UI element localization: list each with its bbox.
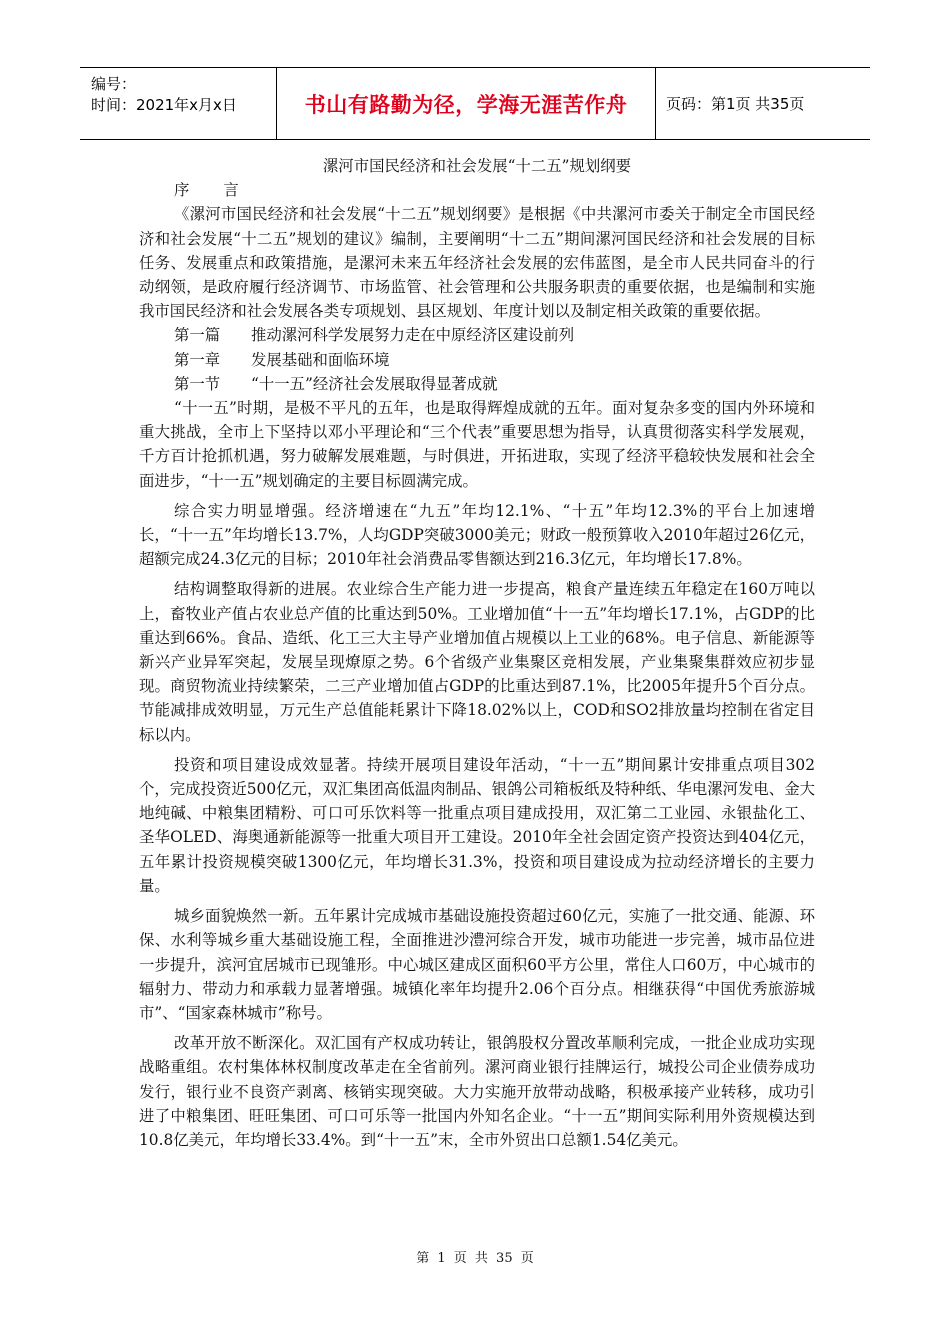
header-meta	[80, 68, 277, 139]
body-paragraph: 结构调整取得新的进展。农业综合生产能力进一步提高，粮食产量连续五年稳定在160万吨以上，畜牧业产值占农业总产值的比重达到50%。工业增加值“十一五”年均增长17.1%，占GDP的比重达到66%。食品、造纸、化工三大主导产业增加值占规模以上工业的68%。电子信息、新能源等新兴产业异军突起，发展呈现燎原之势。6个省级产业集聚区竞相发展，产业集聚集群效应初步显现。商贸物流业持续繁荣，二三产业增加值占GDP的比重达到87.1%，比2005年提升5个百分点。节能减排成效明显，万元生产总值能耗累计下降18.02%以上，COD和SO2排放量均控制在省定目标以内。	[139, 580, 815, 744]
page-footer: 第 1 页 共 35 页	[416, 1251, 534, 1266]
document-body	[139, 154, 815, 1152]
part-heading: 第一篇 推动漯河科学发展努力走在中原经济区建设前列	[174, 326, 575, 345]
chapter-heading: 第一章 发展基础和面临环境	[174, 350, 390, 369]
body-paragraph: 综合实力明显增强。经济增速在“九五”年均12.1%、“十五”年均12.3%的平台上加速增长，“十一五”年均增长13.7%，人均GDP突破3000美元；财政一般预算收入2010年超过26亿元，超额完成24.3亿元的目标；2010年社会消费品零售额达到216.3亿元，年均增长17.8%。	[139, 501, 815, 569]
preface-heading: 序言	[174, 181, 273, 200]
body-paragraph: 城乡面貌焕然一新。五年累计完成城市基础设施投资超过60亿元，实施了一批交通、能源、环保、水利等城乡重大基础设施工程，全面推进沙澧河综合开发，城市功能进一步完善，城市品位进一步提升，滨河宜居城市已现雏形。中心城区建成区面积60平方公里，常住人口60万，中心城市的辐射力、带动力和承载力显著增强。城镇化率年均提升2.06个百分点。相继获得“中国优秀旅游城市”、“国家森林城市”称号。	[139, 907, 815, 1022]
document-date-label: 时间：2021年x月x日	[91, 96, 237, 114]
header-motto: 书山有路勤为径，学海无涯苦作舟	[277, 68, 656, 139]
body-paragraph: 投资和项目建设成效显著。持续开展项目建设年活动，“十一五”期间累计安排重点项目302个，完成投资近500亿元，双汇集团高低温肉制品、银鸽公司箱板纸及特种纸、华电漯河发电、金大地纯碱、中粮集团精粉、可口可乐饮料等一批重点项目建成投用，双汇第二工业园、永银盐化工、圣华OLED、海奥通新能源等一批重大项目开工建设。2010年全社会固定资产投资达到404亿元，五年累计投资规模突破1300亿元，年均增长31.3%，投资和项目建设成为拉动经济增长的主要力量。	[139, 755, 815, 895]
section-heading: 第一节 “十一五”经济社会发展取得显著成就	[174, 374, 498, 393]
header-page-number: 页码：第1页 共35页	[666, 95, 805, 113]
body-paragraph: 改革开放不断深化。双汇国有产权成功转让，银鸽股权分置改革顺利完成，一批企业成功实现战略重组。农村集体林权制度改革走在全省前列。漯河商业银行挂牌运行，城投公司企业债券成功发行，银行业不良资产剥离、核销实现突破。大力实施开放带动战略，积极承接产业转移，成功引进了中粮集团、旺旺集团、可口可乐等一批国内外知名企业。“十一五”期间实际利用外资规模达到10.8亿美元，年均增长33.4%。到“十一五”末，全市外贸出口总额1.54亿美元。	[139, 1034, 815, 1149]
page-header	[80, 67, 870, 140]
document-number-label: 编号：	[91, 75, 137, 93]
body-paragraph: “十一五”时期，是极不平凡的五年，也是取得辉煌成就的五年。面对复杂多变的国内外环境和重大挑战，全市上下坚持以邓小平理论和“三个代表”重要思想为指导，认真贯彻落实科学发展观，千方百计抢抓机遇，努力破解发展难题，与时俱进，开拓进取，实现了经济平稳较快发展和社会全面进步，“十一五”规划确定的主要目标圆满完成。	[139, 399, 815, 490]
document-title: 漯河市国民经济和社会发展“十二五”规划纲要	[322, 157, 632, 175]
preface-paragraph: 《漯河市国民经济和社会发展“十二五”规划纲要》是根据《中共漯河市委关于制定全市国民经济和社会发展“十二五”规划的建议》编制，主要阐明“十二五”期间漯河国民经济和社会发展的目标任务、发展重点和政策措施，是漯河未来五年经济社会发展的宏伟蓝图，是全市人民共同奋斗的行动纲领，是政府履行经济调节、市场监管、社会管理和公共服务职责的重要依据，也是编制和实施我市国民经济和社会发展各类专项规划、县区规划、年度计划以及制定相关政策的重要依据。	[139, 205, 815, 321]
